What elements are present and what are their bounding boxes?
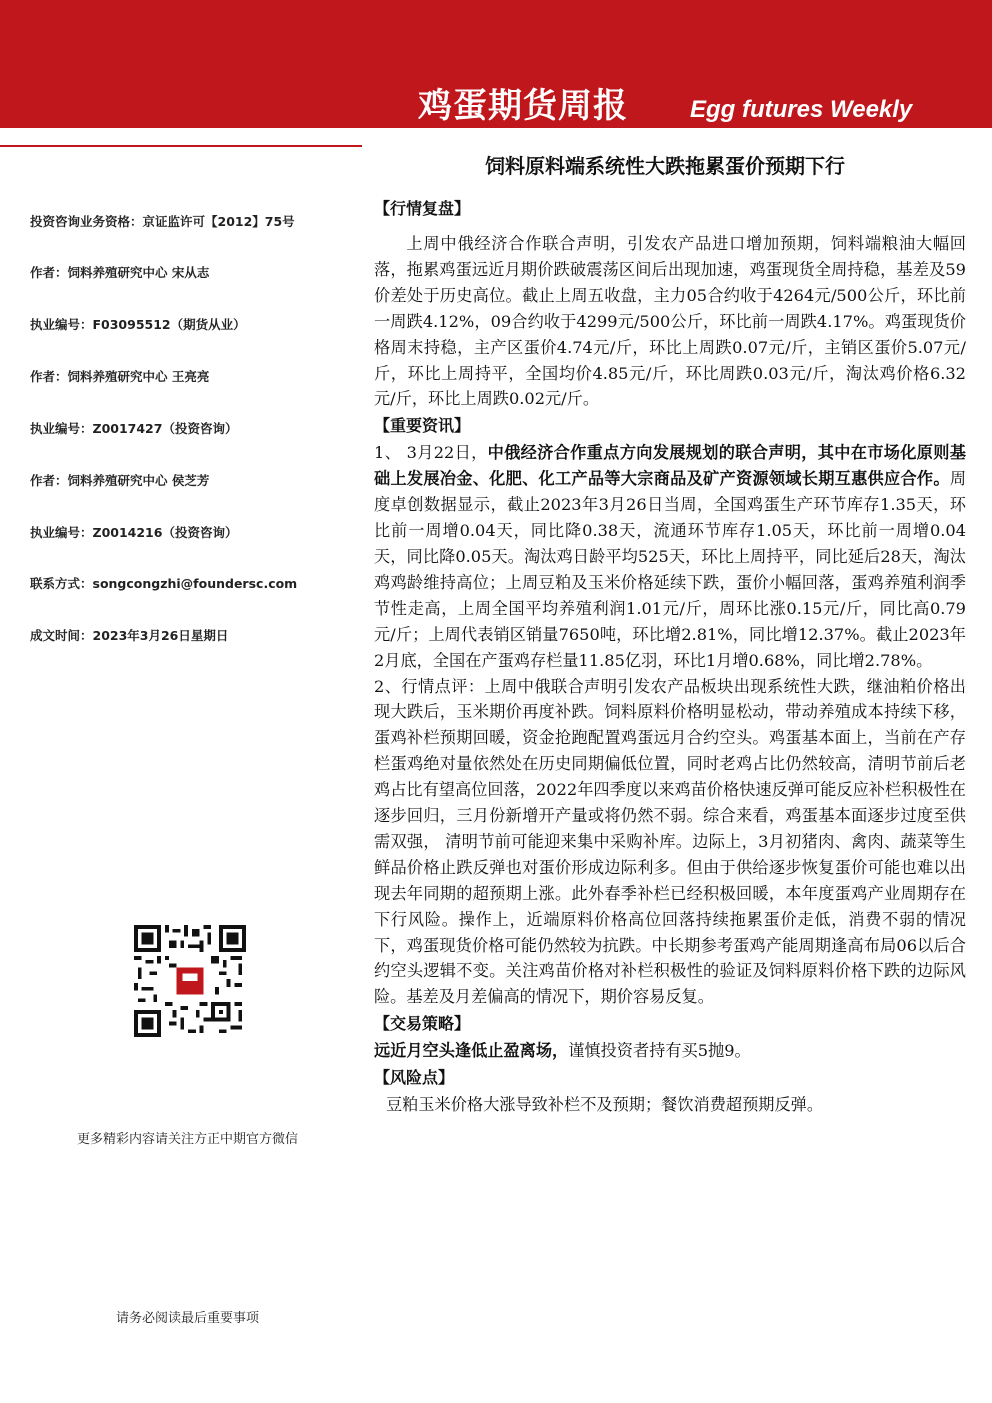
license-info: 投资咨询业务资格：京证监许可【2012】75号 [30,214,295,229]
contact-email[interactable]: 联系方式：songcongzhi@foundersc.com [30,576,298,591]
report-headline: 饲料原料端系统性大跌拖累蛋价预期下行 [485,154,845,178]
wechat-qr-code [134,925,246,1037]
section-heading-market-review: 【行情复盘】 [374,199,471,218]
news-item-1-rest: 周度卓创数据显示，截止2023年3月26日当周，全国鸡蛋生产环节库存1.35天，环比前一周增0.04天，同比降0.38天，流通环节库存1.05天，环比前一周增0.04天，同比降0.05天。淘汰鸡日龄平均525天，环比上周持平，同比延后28天，淘汰鸡鸡龄维持高位；上周豆粕及玉米价格延续下跌，蛋价小幅回落，蛋鸡养殖利润季节性走高，上周全国平均养殖利润1.01元/斤，周环比涨0.15元/斤，同比高0.79元/斤；上周代表销区销量7650吨，环比增2.81%，同比增12.37%。截止2023年2月底，全国在产蛋鸡存栏量11.85亿羽，环比1月增0.68%，同比增2.78%。 [374,469,966,670]
qr-caption: 更多精彩内容请关注方正中期官方微信 [76,1132,298,1147]
author-3: 作者：饲料养殖研究中心 侯芝芳 [30,473,210,488]
publish-date: 成文时间：2023年3月26日星期日 [30,628,229,643]
author-2-license: 执业编号：Z0017427（投资咨询） [30,421,238,436]
strategy-rest: 谨慎投资者持有买5抛9。 [568,1041,751,1061]
report-header-banner [0,0,992,155]
news-item-1-prefix: 1、 3月22日， [374,443,488,463]
section-heading-news: 【重要资讯】 [374,416,471,436]
author-1: 作者：饲料养殖研究中心 宋从志 [30,265,210,280]
section-heading-strategy: 【交易策略】 [374,1014,471,1034]
news-item-2: 2、行情点评：上周中俄联合声明引发农产品板块出现系统性大跌，继油粕价格出现大跌后，玉米期价再度补跌。饲料原料价格明显松动，带动养殖成本持续下移，蛋鸡补栏预期回暖，资金抢跑配置鸡蛋远月合约空头。鸡蛋基本面上，当前在产存栏蛋鸡绝对量依然处在历史同期偏低位置，同时老鸡占比仍然较高，清明节前后老鸡占比有望高位回落，2022年四季度以来鸡苗价格快速反弹可能反应补栏积极性在逐步回归，三月份新增开产量或将仍然不弱。综合来看，鸡蛋基本面逐步过度至供需双强， 清明节前可能迎来集中采购补库。边际上，3月初猪肉、禽肉、蔬菜等生鲜品价格止跌反弹也对蛋价形成边际利多。但由于供给逐步恢复蛋价可能也难以出现去年同期的超预期上涨。此外春季补栏已经积极回暖，本年度蛋鸡产业周期存在下行风险。操作上，近端原料价格高位回落持续拖累蛋价走低，消费不弱的情况下，鸡蛋现货价格可能仍然较为抗跌。中长期参考蛋鸡产能周期逢高布局06以后合约空头逻辑不变。关注鸡苗价格对补栏积极性的验证及饲料原料价格下跌的边际风险。基差及月差偏高的情况下，期价容易反复。 [374,676,966,1007]
market-review-text: 上周中俄经济合作联合声明，引发农产品进口增加预期，饲料端粮油大幅回落，拖累鸡蛋远近月期价跌破震荡区间后出现加速，鸡蛋现货全周持稳，基差及59价差处于历史高位。截止上周五收盘，主力05合约收于4264元/500公斤，环比前一周跌4.12%，09合约收于4299元/500公斤，环比前一周跌4.17%。鸡蛋现货价格周末持稳，主产区蛋价4.74元/斤，环比上周跌0.07元/斤，主销区蛋价5.07元/斤，环比上周持平，全国均价4.85元/斤，环比周跌0.03元/斤，淘汰鸡价格6.32元/斤，环比上周跌0.02元/斤。 [374,234,966,409]
disclaimer-note: 请务必阅读最后重要事项 [115,1311,259,1326]
strategy-text [374,1038,966,1064]
author-2: 作者：饲料养殖研究中心 王亮亮 [30,369,210,384]
report-title-en: Egg futures Weekly Report [690,96,913,155]
author-1-license: 执业编号：F03095512（期货从业） [30,317,246,332]
author-3-license: 执业编号：Z0014216（投资咨询） [30,525,238,540]
risk-text: 豆粕玉米价格大涨导致补栏不及预期；餐饮消费超预期反弹。 [386,1095,824,1115]
news-item-1 [374,440,966,673]
news-item-1-highlight: 中俄经济合作重点方向发展规划的联合声明，其中在市场化原则基础上发展冶金、化肥、化工产品等大宗商品及矿产资源领域长期互惠供应合作。 [374,443,966,489]
report-title-cn: 鸡蛋期货周报 [418,86,628,126]
report-body [374,195,966,1118]
header-divider [0,145,362,147]
section-heading-risk: 【风险点】 [374,1068,455,1088]
strategy-highlight: 远近月空头逢低止盈离场， [374,1041,569,1061]
